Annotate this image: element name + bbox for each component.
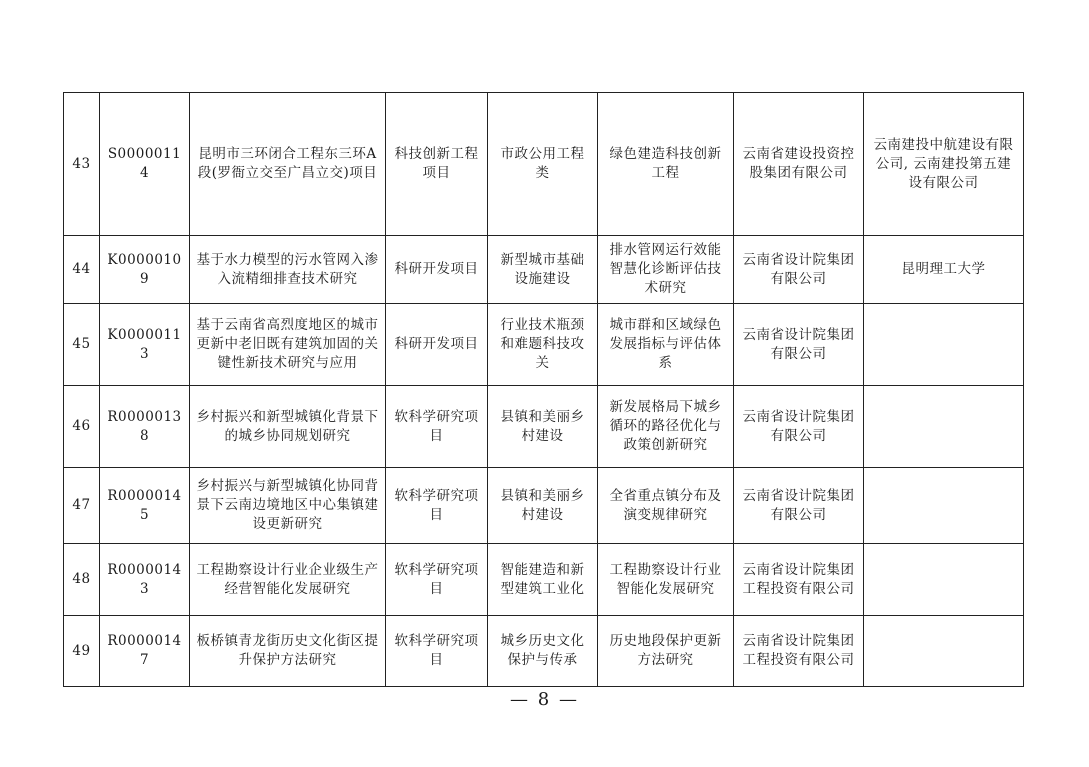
project-name: 工程勘察设计行业企业级生产经营智能化发展研究 [190,544,386,616]
partner-unit [864,616,1024,687]
project-code: R00000147 [100,616,190,687]
project-field: 城乡历史文化保护与传承 [488,616,598,687]
project-direction: 排水管网运行效能智慧化诊断评估技术研究 [598,236,734,304]
row-number: 48 [64,544,100,616]
project-field: 行业技术瓶颈和难题科技攻关 [488,304,598,386]
project-name: 板桥镇青龙街历史文化街区提升保护方法研究 [190,616,386,687]
table-row [64,304,1024,386]
project-direction: 新发展格局下城乡循环的路径优化与政策创新研究 [598,386,734,468]
partner-unit [864,544,1024,616]
project-type: 科研开发项目 [386,236,488,304]
project-direction: 工程勘察设计行业智能化发展研究 [598,544,734,616]
project-table [63,92,1024,687]
project-type: 科技创新工程项目 [386,93,488,236]
project-code: K00000113 [100,304,190,386]
lead-unit: 云南省设计院集团工程投资有限公司 [734,616,864,687]
project-code: R00000143 [100,544,190,616]
project-type: 软科学研究项目 [386,616,488,687]
row-number: 45 [64,304,100,386]
project-field: 新型城市基础设施建设 [488,236,598,304]
project-direction: 城市群和区域绿色发展指标与评估体系 [598,304,734,386]
project-code: S00000114 [100,93,190,236]
row-number: 44 [64,236,100,304]
table-row [64,616,1024,687]
project-code: R00000145 [100,468,190,544]
lead-unit: 云南省设计院集团有限公司 [734,304,864,386]
project-name: 基于水力模型的污水管网入渗入流精细排查技术研究 [190,236,386,304]
table-row [64,544,1024,616]
table-row [64,468,1024,544]
lead-unit: 云南省设计院集团有限公司 [734,468,864,544]
table-row [64,386,1024,468]
project-direction: 历史地段保护更新方法研究 [598,616,734,687]
partner-unit: 昆明理工大学 [864,236,1024,304]
table-row [64,93,1024,236]
row-number: 49 [64,616,100,687]
project-name: 乡村振兴与新型城镇化协同背景下云南边境地区中心集镇建设更新研究 [190,468,386,544]
project-direction: 全省重点镇分布及演变规律研究 [598,468,734,544]
lead-unit: 云南省设计院集团有限公司 [734,236,864,304]
table-row [64,236,1024,304]
project-type: 科研开发项目 [386,304,488,386]
project-code: K00000109 [100,236,190,304]
project-type: 软科学研究项目 [386,468,488,544]
partner-unit: 云南建投中航建设有限公司, 云南建投第五建设有限公司 [864,93,1024,236]
project-type: 软科学研究项目 [386,544,488,616]
row-number: 43 [64,93,100,236]
project-code: R00000138 [100,386,190,468]
lead-unit: 云南省建设投资控股集团有限公司 [734,93,864,236]
row-number: 47 [64,468,100,544]
project-field: 市政公用工程类 [488,93,598,236]
lead-unit: 云南省设计院集团有限公司 [734,386,864,468]
project-name: 昆明市三环闭合工程东三环A段(罗衙立交至广昌立交)项目 [190,93,386,236]
partner-unit [864,304,1024,386]
project-type: 软科学研究项目 [386,386,488,468]
project-direction: 绿色建造科技创新工程 [598,93,734,236]
project-field: 县镇和美丽乡村建设 [488,468,598,544]
partner-unit [864,386,1024,468]
partner-unit [864,468,1024,544]
project-field: 县镇和美丽乡村建设 [488,386,598,468]
row-number: 46 [64,386,100,468]
project-name: 乡村振兴和新型城镇化背景下的城乡协同规划研究 [190,386,386,468]
lead-unit: 云南省设计院集团工程投资有限公司 [734,544,864,616]
page-number: — 8 — [510,689,579,710]
project-name: 基于云南省高烈度地区的城市更新中老旧既有建筑加固的关键性新技术研究与应用 [190,304,386,386]
project-field: 智能建造和新型建筑工业化 [488,544,598,616]
